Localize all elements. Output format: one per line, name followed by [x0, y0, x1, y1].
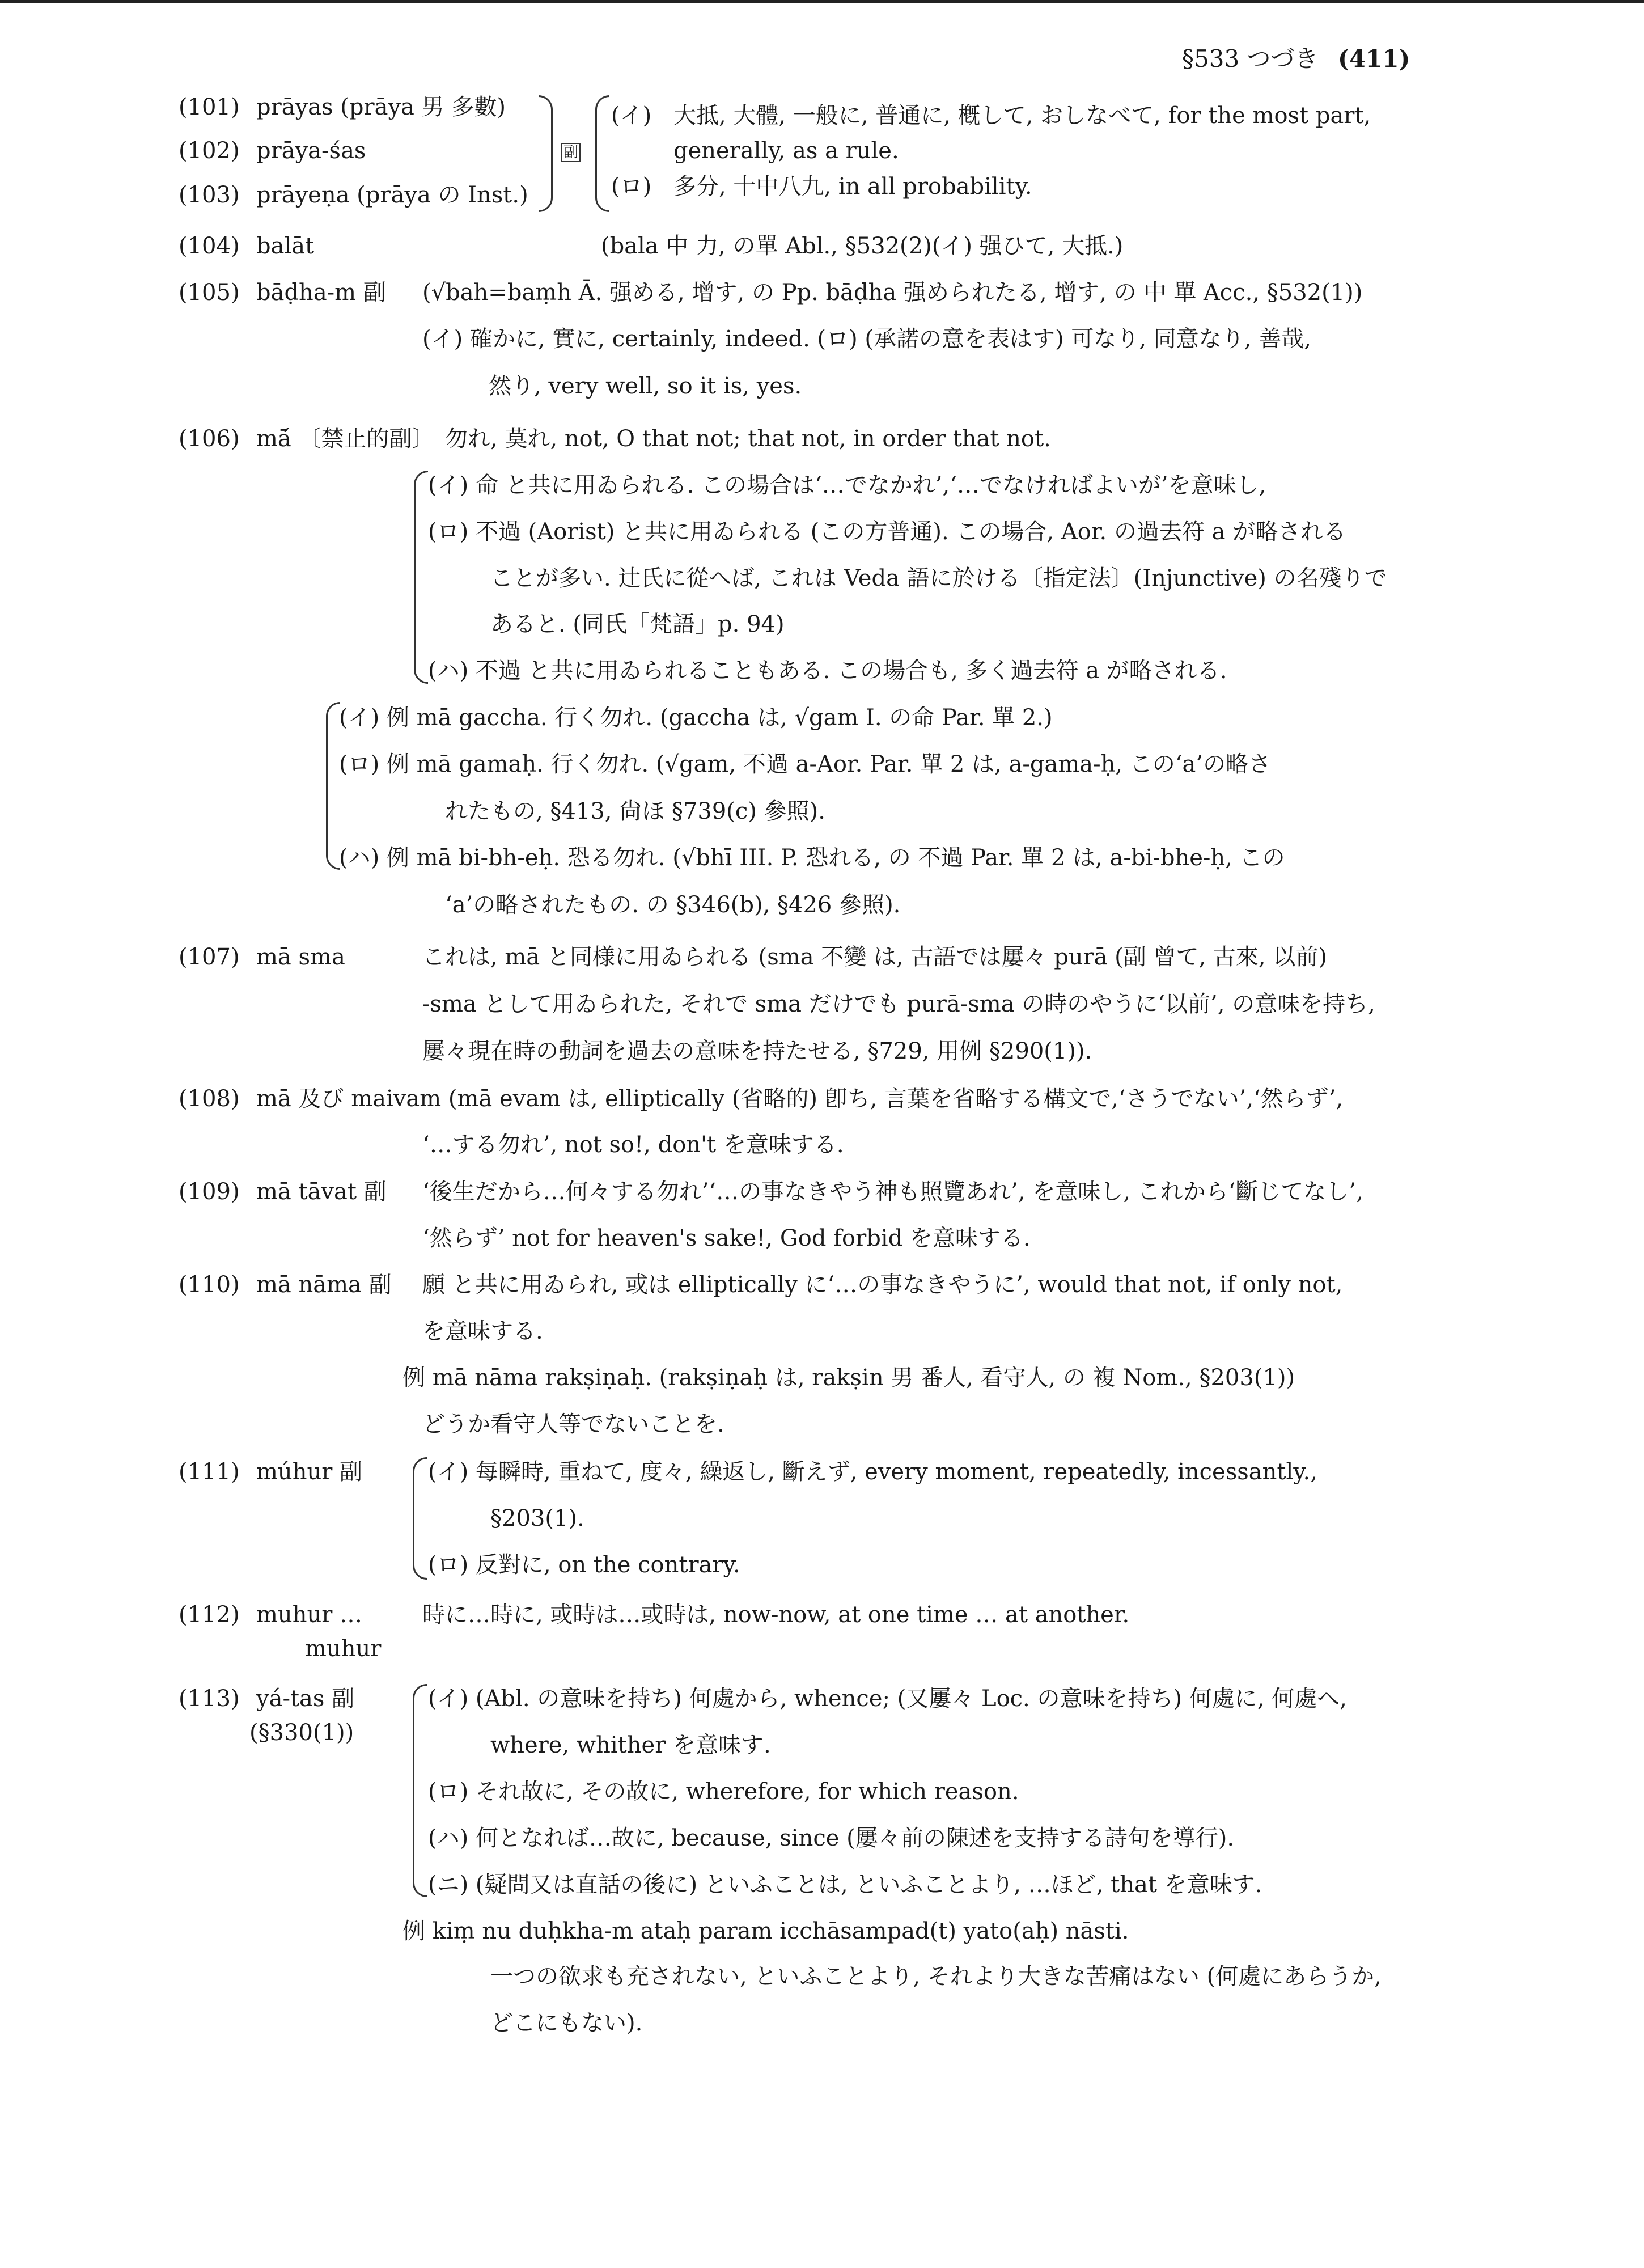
entry-text: §203(1).: [490, 1505, 584, 1531]
entry-text: (イ) 例 mā gaccha. 行く勿れ. (gaccha は, √gam I. の命 Par. 單 2.): [339, 705, 1053, 731]
entry-text: 時に…時に, 或時は…或時は, now-now, at one time … at another.: [422, 1602, 1130, 1628]
sense-label: (イ): [611, 103, 652, 129]
entry-text: ‘後生だから…何々する勿れ’‘…の事なきやう神も照覽あれ’, を意味し, これから‘斷じてなし’,: [422, 1179, 1363, 1205]
part-of-speech-marker: 副: [561, 136, 581, 166]
headword: prāyeṇa (prāya の Inst.): [256, 182, 528, 208]
right-brace: [539, 95, 553, 212]
entry-text: (ロ) それ故に, その故に, wherefore, for which reason.: [428, 1779, 1019, 1805]
entry-text: 然り, very well, so it is, yes.: [489, 373, 802, 399]
entry-text: (bala 中 力, の單 Abl., §532(2)(イ) 强ひて, 大抵.): [601, 233, 1124, 259]
entry-text: ‘…する勿れ’, not so!, don't を意味する.: [422, 1132, 844, 1158]
entry-text: (ハ) 何となれば…故に, because, since (屢々前の陳述を支持する詩句を導行).: [428, 1825, 1235, 1851]
entry-number: (102): [179, 138, 240, 164]
headword: bāḍha-m 副: [256, 280, 386, 306]
entry-text: れたもの, §413, 尙ほ §739(c) 參照).: [445, 798, 825, 824]
headword: prāya-śas: [256, 138, 366, 164]
headword: mā nāma 副: [256, 1272, 392, 1298]
entry-text: どこにもない).: [490, 2010, 643, 2036]
entry-text: -sma として用ゐられた, それで sma だけでも purā-sma の時のやうに‘以前’, の意味を持ち,: [422, 991, 1375, 1017]
entry-text: (イ) 每瞬時, 重ねて, 度々, 繰返し, 斷えず, every moment, repeatedly, incessantly.,: [428, 1459, 1317, 1485]
entry-text: (ロ) 例 mā gamaḥ. 行く勿れ. (√gam, 不過 a-Aor. Par. 單 2 は, a-gama-ḥ, この‘a’の略さ: [339, 751, 1272, 777]
entry-text: (ロ) 反對に, on the contrary.: [428, 1552, 740, 1578]
headword: muhur …: [256, 1602, 363, 1628]
entry-number: (111): [179, 1459, 240, 1485]
headword: mā́ 〔禁止的副〕: [256, 426, 435, 452]
entry-number: (108): [179, 1086, 240, 1112]
headword: (§330(1)): [249, 1720, 354, 1746]
entry-text: where, whither を意味す.: [490, 1732, 771, 1758]
entry-text: これは, mā と同様に用ゐられる (sma 不變 は, 古語では屢々 purā (副 曾て, 古來, 以前): [422, 944, 1327, 970]
left-brace: [414, 471, 428, 684]
entry-text: 勿れ, 莫れ, not, O that not; that not, in order that not.: [445, 426, 1051, 452]
left-brace: [326, 702, 340, 870]
left-brace: [413, 1684, 427, 1897]
entry-number: (105): [179, 280, 240, 306]
headword: yá-tas 副: [256, 1686, 355, 1712]
entry-text: mā 及び maivam (mā evam は, elliptically (省略的) 卽ち, 言葉を省略する構文で,‘さうでない’,‘然らず’,: [256, 1086, 1344, 1112]
entry-text: (イ) (Abl. の意味を持ち) 何處から, whence; (又屢々 Loc. の意味を持ち) 何處に, 何處へ,: [428, 1686, 1347, 1712]
entry-text: (イ) 命 と共に用ゐられる. この場合は‘…でなかれ’,‘…でなければよいが’を意味し,: [428, 472, 1266, 498]
left-brace: [413, 1457, 427, 1580]
entry-number: (110): [179, 1272, 240, 1298]
sense-label: (ロ): [611, 174, 652, 200]
top-rule: [0, 0, 1644, 3]
entry-text: 願 と共に用ゐられ, 或は elliptically に‘…の事なきやうに’, would that not, if only not,: [422, 1272, 1343, 1298]
entry-text: (ニ) (疑問又は直話の後に) といふことは, といふことより, …ほど, that を意味す.: [428, 1872, 1262, 1898]
entry-text: (ハ) 例 mā bi-bh-eḥ. 恐る勿れ. (√bhī III. P. 恐れる, の 不過 Par. 單 2 は, a-bi-bhe-ḥ, この: [339, 845, 1285, 871]
entry-text: (ロ) 不過 (Aorist) と共に用ゐられる (この方普通). この場合, Aor. の過去符 a が略される: [428, 519, 1346, 545]
section-header: §533 つづき: [1182, 45, 1319, 73]
sense-text: generally, as a rule.: [673, 138, 899, 164]
sense-text: 多分, 十中八九, in all probability.: [673, 174, 1032, 200]
headword: muhur: [305, 1636, 382, 1662]
entry-number: (101): [179, 94, 240, 120]
page-number: (411): [1338, 45, 1410, 73]
entry-text: あると. (同氏「梵語」p. 94): [490, 611, 785, 637]
headword: prāyas (prāya 男 多數): [256, 94, 506, 120]
entry-text: (√bah=baṃh Ā. 强める, 增す, の Pp. bāḍha 强められたる, 增す, の 中 單 Acc., §532(1)): [422, 280, 1363, 306]
headword: múhur 副: [256, 1459, 363, 1485]
headword: mā sma: [256, 944, 345, 970]
entry-text: (ハ) 不過 と共に用ゐられることもある. この場合も, 多く過去符 a が略される.: [428, 658, 1227, 684]
entry-text: どうか看守人等でないことを.: [422, 1411, 724, 1437]
entry-text: (イ) 確かに, 實に, certainly, indeed. (ロ) (承諾の意を表はす) 可なり, 同意なり, 善哉,: [422, 326, 1311, 352]
entry-text: を意味する.: [422, 1318, 543, 1344]
entry-number: (106): [179, 426, 240, 452]
entry-number: (103): [179, 182, 240, 208]
entry-text: 例 mā nāma rakṣiṇaḥ. (rakṣiṇaḥ は, rakṣin 男 番人, 看守人, の 複 Nom., §203(1)): [402, 1365, 1295, 1391]
entry-text: ‘然らず’ not for heaven's sake!, God forbid を意味する.: [422, 1225, 1031, 1251]
entry-number: (113): [179, 1686, 240, 1712]
sense-text: 大抵, 大體, 一般に, 普通に, 槪して, おしなべて, for the most part,: [673, 103, 1371, 129]
entry-number: (109): [179, 1179, 240, 1205]
entry-number: (104): [179, 233, 240, 259]
entry-text: 屢々現在時の動詞を過去の意味を持たせる, §729, 用例 §290(1)).: [422, 1038, 1092, 1064]
entry-number: (107): [179, 944, 240, 970]
entry-text: ことが多い. 辻氏に從へば, これは Veda 語に於ける〔指定法〕(Injunctive) の名殘りで: [490, 565, 1387, 591]
headword: mā tāvat 副: [256, 1179, 387, 1205]
headword: balāt: [256, 233, 315, 259]
entry-number: (112): [179, 1602, 240, 1628]
entry-text: 一つの欲求も充されない, といふことより, それより大きな苦痛はない (何處にあらうか,: [490, 1964, 1382, 1990]
entry-text: ‘a’の略されたもの. の §346(b), §426 參照).: [445, 892, 901, 918]
left-brace: [595, 95, 609, 212]
entry-text: 例 kiṃ nu duḥkha-m ataḥ param icchāsampad(t) yato(aḥ) nāsti.: [402, 1918, 1129, 1944]
